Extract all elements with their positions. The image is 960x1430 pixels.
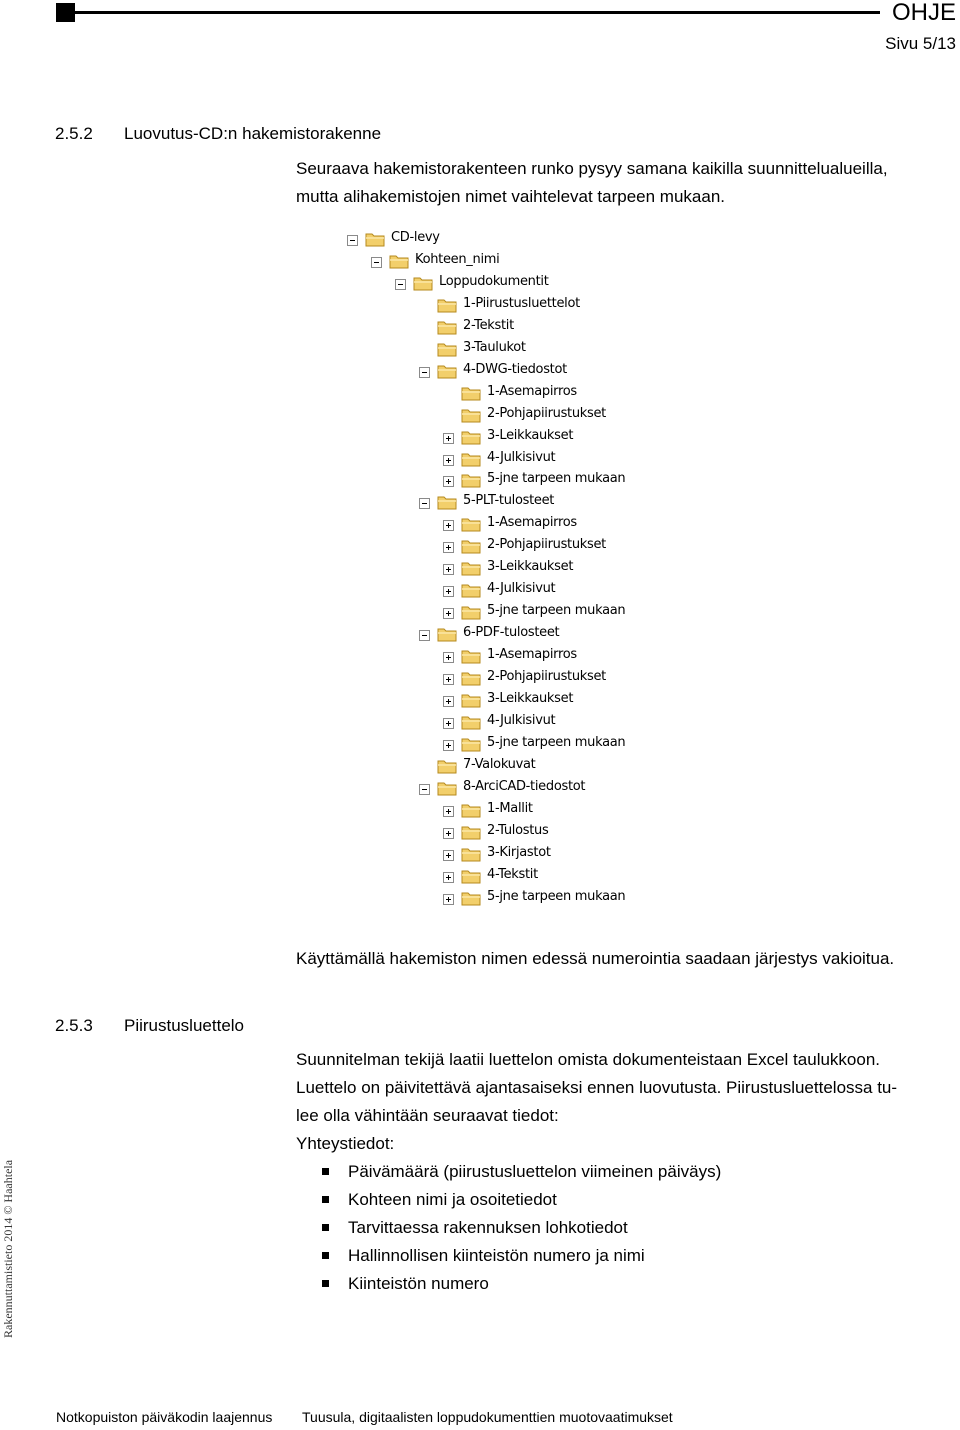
- tree-node-label: 3-Leikkaukset: [487, 690, 574, 706]
- list-item: [322, 1270, 721, 1298]
- footer-document: Tuusula, digitaalisten loppudokumenttien muotovaatimukset: [302, 1409, 673, 1425]
- bullet-square-icon: [322, 1168, 329, 1175]
- section-number: 2.5.3: [55, 1016, 93, 1035]
- expand-plus-icon[interactable]: [443, 652, 454, 663]
- expand-plus-icon[interactable]: [443, 674, 454, 685]
- section-number: 2.5.2: [55, 124, 93, 143]
- folder-icon: [437, 297, 457, 313]
- intro-paragraph: [296, 155, 956, 211]
- section-title: Luovutus-CD:n hakemistorakenne: [124, 124, 382, 143]
- expand-plus-icon[interactable]: [443, 740, 454, 751]
- intro-line: Seuraava hakemistorakenteen runko pysyy samana kaikilla suunnittelualueilla,: [296, 159, 888, 178]
- list-item: [322, 1242, 721, 1270]
- required-info-list: [322, 1158, 721, 1298]
- folder-icon: [461, 604, 481, 620]
- folder-icon: [461, 802, 481, 818]
- tree-node-label: 3-Leikkaukset: [487, 427, 574, 443]
- expand-plus-icon[interactable]: [443, 586, 454, 597]
- list-item-text: Kohteen nimi ja osoitetiedot: [348, 1190, 557, 1209]
- header-marker: [56, 3, 75, 22]
- expand-plus-icon[interactable]: [443, 828, 454, 839]
- folder-icon: [461, 560, 481, 576]
- folder-icon: [389, 253, 409, 269]
- tree-node-label: 2-Pohjapiirustukset: [487, 537, 606, 553]
- folder-icon: [437, 341, 457, 357]
- list-item-text: Kiinteistön numero: [348, 1274, 489, 1293]
- collapse-minus-icon[interactable]: [419, 784, 430, 795]
- folder-icon: [461, 824, 481, 840]
- expand-plus-icon[interactable]: [443, 476, 454, 487]
- folder-icon: [461, 407, 481, 423]
- folder-icon: [461, 714, 481, 730]
- tree-node-label: 4-Tekstit: [487, 866, 538, 882]
- expand-plus-icon[interactable]: [443, 520, 454, 531]
- tree-node-label: 3-Taulukot: [463, 339, 526, 355]
- tree-node-label: 7-Valokuvat: [463, 756, 536, 772]
- folder-icon: [437, 758, 457, 774]
- intro-line: mutta alihakemistojen nimet vaihtelevat tarpeen mukaan.: [296, 187, 726, 206]
- expand-plus-icon[interactable]: [443, 850, 454, 861]
- tree-node-label: 2-Tulostus: [487, 822, 549, 838]
- folder-icon: [437, 363, 457, 379]
- tree-node-label: 4-DWG-tiedostot: [463, 361, 567, 377]
- folder-icon: [461, 846, 481, 862]
- tree-node-label: 4-Julkisivut: [487, 449, 556, 465]
- collapse-minus-icon[interactable]: [419, 498, 430, 509]
- directory-tree: [340, 228, 660, 914]
- paragraph-line: lee olla vähintään seuraavat tiedot:: [296, 1106, 559, 1125]
- tree-node-label: 1-Piirustusluettelot: [463, 295, 580, 311]
- list-item-text: Hallinnollisen kiinteistön numero ja nimi: [348, 1246, 645, 1265]
- tree-node-label: 5-jne tarpeen mukaan: [487, 603, 626, 619]
- folder-icon: [437, 494, 457, 510]
- folder-icon: [461, 516, 481, 532]
- folder-icon: [437, 626, 457, 642]
- copyright-side-text: Rakennuttamistieto 2014 © Haahtela: [1, 1159, 15, 1338]
- tree-node-label: 1-Mallit: [487, 800, 533, 816]
- tree-node-label: 5-jne tarpeen mukaan: [487, 734, 626, 750]
- folder-icon: [413, 275, 433, 291]
- tree-node-label: 1-Asemapirros: [487, 383, 577, 399]
- tree-node-label: 4-Julkisivut: [487, 581, 556, 597]
- expand-plus-icon[interactable]: [443, 433, 454, 444]
- list-item: [322, 1186, 721, 1214]
- tree-node-label: CD-levy: [391, 230, 440, 245]
- bullet-square-icon: [322, 1196, 329, 1203]
- tree-node-label: 5-PLT-tulosteet: [463, 493, 555, 509]
- bullet-square-icon: [322, 1280, 329, 1287]
- expand-plus-icon[interactable]: [443, 806, 454, 817]
- tree-node-label: 6-PDF-tulosteet: [463, 625, 560, 641]
- paragraph-line: Luettelo on päivitettävä ajantasaiseksi ennen luovutusta. Piirustusluettelossa tu-: [296, 1078, 898, 1097]
- expand-plus-icon[interactable]: [443, 872, 454, 883]
- folder-icon: [365, 231, 385, 247]
- expand-plus-icon[interactable]: [443, 455, 454, 466]
- folder-icon: [461, 670, 481, 686]
- tree-node-label: 3-Leikkaukset: [487, 559, 574, 575]
- tree-node-label: 2-Pohjapiirustukset: [487, 405, 606, 421]
- folder-icon: [461, 538, 481, 554]
- page-number: Sivu 5/13: [885, 34, 956, 53]
- list-item-text: Tarvittaessa rakennuksen lohkotiedot: [348, 1218, 628, 1237]
- collapse-minus-icon[interactable]: [347, 235, 358, 246]
- folder-icon: [461, 736, 481, 752]
- bullet-square-icon: [322, 1224, 329, 1231]
- section-title: Piirustusluettelo: [124, 1016, 245, 1035]
- tree-node-label: 1-Asemapirros: [487, 647, 577, 663]
- tree-node-label: 2-Pohjapiirustukset: [487, 669, 606, 684]
- expand-plus-icon[interactable]: [443, 718, 454, 729]
- tree-node-label: 5-jne tarpeen mukaan: [487, 471, 626, 487]
- folder-icon: [437, 780, 457, 796]
- folder-icon: [461, 429, 481, 445]
- tree-node-label: 3-Kirjastot: [487, 844, 551, 860]
- folder-icon: [461, 648, 481, 664]
- list-item-text: Päivämäärä (piirustusluettelon viimeinen päiväys): [348, 1162, 722, 1181]
- tree-node-label: 8-ArciCAD-tiedostot: [463, 778, 586, 794]
- tree-node-label: 2-Tekstit: [463, 317, 514, 333]
- bullet-square-icon: [322, 1252, 329, 1259]
- list-item: [322, 1158, 721, 1186]
- folder-icon: [461, 582, 481, 598]
- list-item: [322, 1214, 721, 1242]
- expand-plus-icon[interactable]: [443, 564, 454, 575]
- expand-plus-icon[interactable]: [443, 542, 454, 553]
- expand-plus-icon[interactable]: [443, 608, 454, 619]
- expand-plus-icon[interactable]: [443, 894, 454, 905]
- tree-node-label: 5-jne tarpeen mukaan: [487, 888, 626, 904]
- expand-plus-icon[interactable]: [443, 696, 454, 707]
- tree-note: Käyttämällä hakemiston nimen edessä numerointia saadaan järjestys vakioitua.: [296, 949, 895, 968]
- folder-icon: [461, 472, 481, 488]
- tree-node-label: 4-Julkisivut: [487, 712, 556, 728]
- header-rule: [75, 11, 880, 14]
- collapse-minus-icon[interactable]: [371, 257, 382, 268]
- paragraph-line: Suunnitelman tekijä laatii luettelon omista dokumenteistaan Excel taulukkoon.: [296, 1050, 881, 1069]
- paragraph-line: Yhteystiedot:: [296, 1134, 395, 1153]
- tree-node-label: Kohteen_nimi: [415, 251, 500, 267]
- folder-icon: [437, 319, 457, 335]
- collapse-minus-icon[interactable]: [395, 279, 406, 290]
- footer-project: Notkopuiston päiväkodin laajennus: [56, 1409, 273, 1425]
- document-type: OHJE: [891, 0, 956, 26]
- collapse-minus-icon[interactable]: [419, 630, 430, 641]
- folder-icon: [461, 451, 481, 467]
- folder-icon: [461, 385, 481, 401]
- piirustusluettelo-paragraph: [296, 1046, 956, 1158]
- folder-icon: [461, 890, 481, 906]
- folder-icon: [461, 692, 481, 708]
- folder-icon: [461, 868, 481, 884]
- collapse-minus-icon[interactable]: [419, 367, 430, 378]
- tree-node-label: Loppudokumentit: [439, 273, 549, 289]
- tree-node-label: 1-Asemapirros: [487, 515, 577, 531]
